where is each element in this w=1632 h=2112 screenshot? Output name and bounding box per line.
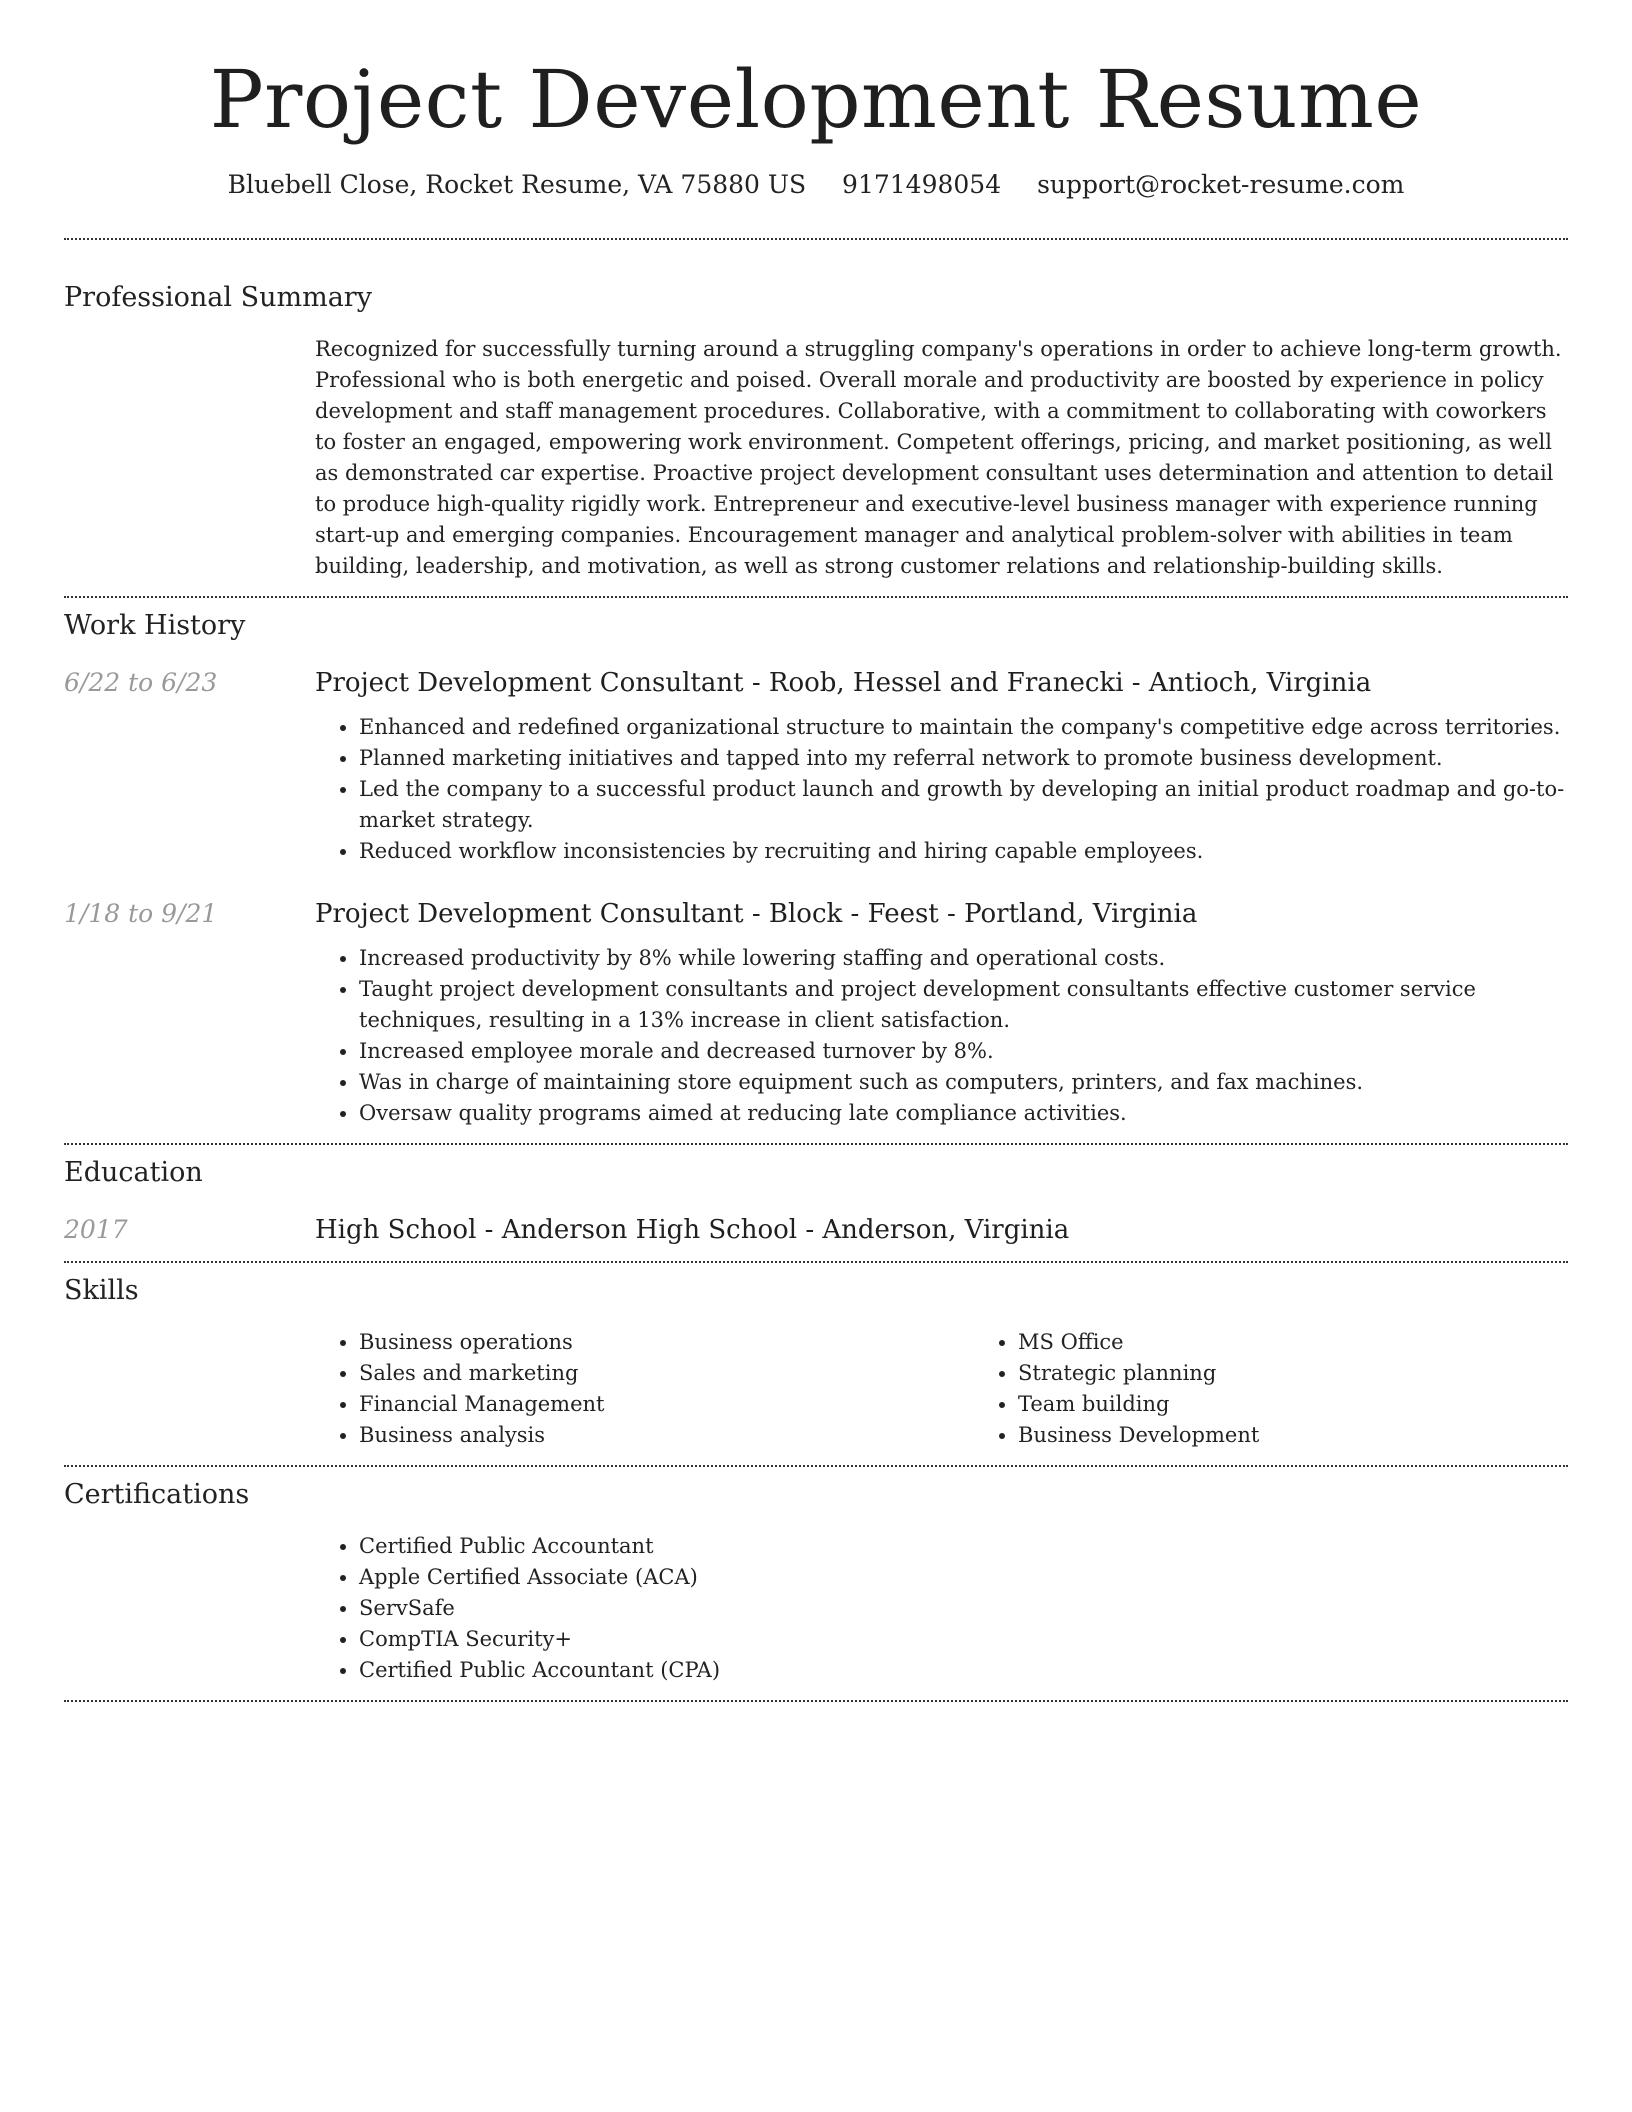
list-item: • Planned marketing initiatives and tapped into my referral network to promote business development. xyxy=(359,743,1568,774)
list-item: • Business operations xyxy=(359,1327,974,1358)
list-item: • Was in charge of maintaining store equipment such as computers, printers, and fax machines. xyxy=(359,1067,1568,1098)
job-dates: 1/18 to 9/21 xyxy=(64,899,218,928)
section-title-skills: Skills xyxy=(64,1275,139,1306)
contact-email: support@rocket-resume.com xyxy=(1037,170,1405,199)
divider xyxy=(64,1700,1568,1702)
list-item: • Sales and marketing xyxy=(359,1358,974,1389)
list-item: • Led the company to a successful product launch and growth by developing an initial product roadmap and go-to-market strategy. xyxy=(359,774,1568,836)
job-bullets xyxy=(315,943,1568,1129)
list-item: • Increased employee morale and decreased turnover by 8%. xyxy=(359,1036,1568,1067)
list-item: • MS Office xyxy=(1018,1327,1632,1358)
education-heading: High School - Anderson High School - Anderson, Virginia xyxy=(315,1215,1070,1245)
list-item: • Business analysis xyxy=(359,1420,974,1451)
section-title-work: Work History xyxy=(64,610,246,641)
list-item: • Business Development xyxy=(1018,1420,1632,1451)
resume-header xyxy=(64,0,1568,202)
work-section xyxy=(64,598,1568,1129)
list-item: • Oversaw quality programs aimed at reducing late compliance activities. xyxy=(359,1098,1568,1129)
certifications-section xyxy=(64,1467,1568,1686)
list-item: • CompTIA Security+ xyxy=(359,1624,1568,1655)
education-date: 2017 xyxy=(64,1215,128,1244)
skills-list-left xyxy=(315,1327,974,1451)
list-item: • Certified Public Accountant xyxy=(359,1531,1568,1562)
section-title-education: Education xyxy=(64,1157,203,1188)
list-item: • Enhanced and redefined organizational structure to maintain the company's competitive edge across territories. xyxy=(359,712,1568,743)
list-item: • Taught project development consultants and project development consultants effective customer service techniques, resulting in a 13% increase in client satisfaction. xyxy=(359,974,1568,1036)
section-title-certifications: Certifications xyxy=(64,1479,250,1510)
section-title-summary: Professional Summary xyxy=(64,282,372,313)
job-bullets xyxy=(315,712,1568,867)
job-entry xyxy=(64,897,1568,1129)
list-item: • Apple Certified Associate (ACA) xyxy=(359,1562,1568,1593)
contact-phone: 9171498054 xyxy=(842,170,1002,199)
list-item: • Reduced workflow inconsistencies by recruiting and hiring capable employees. xyxy=(359,836,1568,867)
list-item: • Team building xyxy=(1018,1389,1632,1420)
job-heading: Project Development Consultant - Roob, Hessel and Franecki - Antioch, Virginia xyxy=(315,668,1372,698)
list-item: • Certified Public Accountant (CPA) xyxy=(359,1655,1568,1686)
job-dates: 6/22 to 6/23 xyxy=(64,668,218,697)
summary-text: Recognized for successfully turning around a struggling company's operations in order to achieve long-term growth. Professional who is both energetic and poised. Overall morale and productivity are boosted by experience in policy development and staff management procedures. Collaborative, with a commitment to collaborating with coworkers to foster an engaged, empowering work environment. Competent offerings, pricing, and market positioning, as well as demonstrated car expertise. Proactive project development consultant uses determination and attention to detail to produce high-quality rigidly work. Entrepreneur and executive-level business manager with experience running start-up and emerging companies. Encouragement manager and analytical problem-solver with abilities in team building, leadership, and motivation, as well as strong customer relations and relationship-building skills. xyxy=(315,337,1562,578)
skills-section xyxy=(64,1263,1568,1451)
list-item: • Strategic planning xyxy=(1018,1358,1632,1389)
list-item: • Financial Management xyxy=(359,1389,974,1420)
education-section xyxy=(64,1145,1568,1247)
list-item: • ServSafe xyxy=(359,1593,1568,1624)
resume-name: Project Development Resume xyxy=(209,53,1423,146)
certifications-list xyxy=(315,1531,1568,1686)
job-heading: Project Development Consultant - Block - Feest - Portland, Virginia xyxy=(315,899,1198,929)
summary-section xyxy=(64,240,1568,582)
contact-line xyxy=(64,168,1568,202)
list-item: • Increased productivity by 8% while lowering staffing and operational costs. xyxy=(359,943,1568,974)
skills-list-right xyxy=(974,1327,1632,1451)
job-entry xyxy=(64,666,1568,867)
contact-address: Bluebell Close, Rocket Resume, VA 75880 US xyxy=(227,170,807,199)
